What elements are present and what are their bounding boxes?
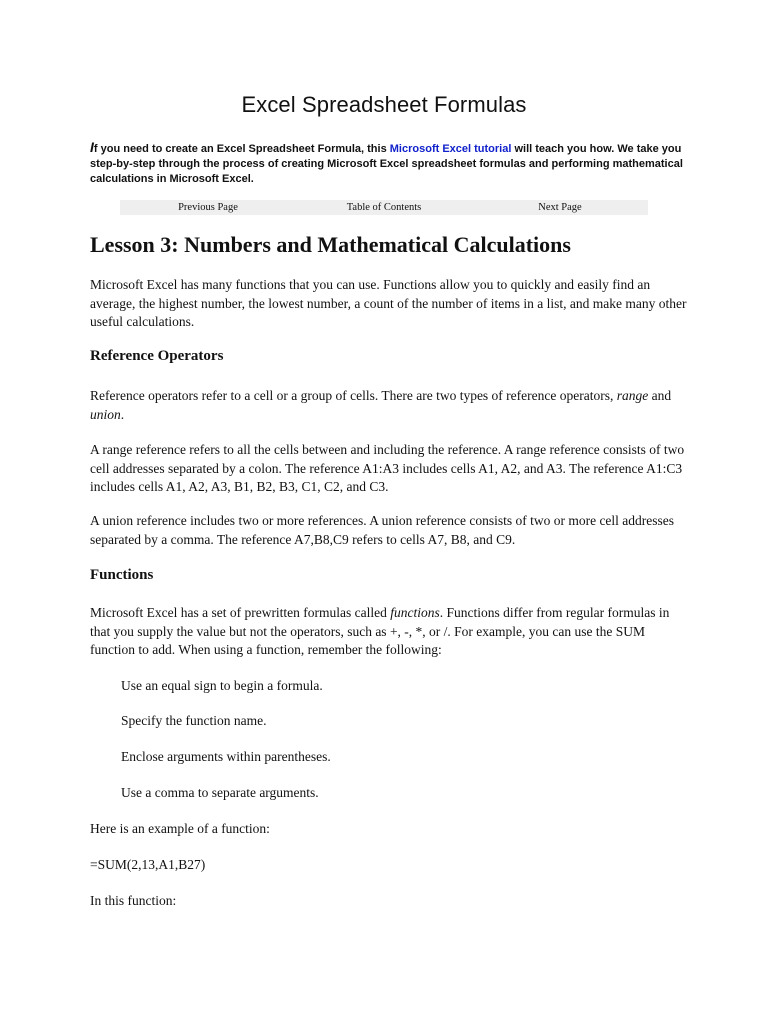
range-term: range [616, 388, 649, 403]
intro-text-after-link: will teach you how. We take you step-by-step through the process of creating Microsoft Excel spreadsheet formulas and performing mathematical calculations in Microsoft Excel. [90, 143, 683, 185]
union-term: union [90, 406, 121, 422]
table-of-contents-link[interactable]: Table of Contents [346, 202, 422, 213]
example-intro-text: Here is an example of a function: [90, 821, 270, 836]
ref-ops-text: Reference operators refer to a cell or a group of cells. There are two types of reference operators, [90, 388, 617, 403]
in-this-function-text: In this function: [90, 893, 177, 908]
range-reference-paragraph: A range reference refers to all the cells between and including the reference. A range reference consists of two cell addresses separated by a colon. The reference A1:A3 includes cells A1, A2, and A3. The reference A1:C3 includes cells A1, A2, A3, B1, B2, B3, C1, C2, and C3. [90, 442, 685, 494]
ref-ops-and: and [648, 388, 672, 403]
function-rule-item: Specify the function name. [121, 713, 267, 728]
reference-operators-heading: Reference Operators [90, 348, 224, 364]
functions-text-start: Microsoft Excel has a set of prewritten formulas called [90, 605, 391, 620]
functions-paragraph [90, 604, 690, 660]
function-rule-item: Enclose arguments within parentheses. [121, 749, 331, 764]
previous-page-link[interactable]: Previous Page [178, 202, 238, 213]
page-navigation-bar [120, 200, 648, 215]
next-page-link[interactable]: Next Page [538, 202, 582, 213]
reference-operators-paragraph [90, 387, 690, 424]
intro-paragraph [90, 140, 690, 187]
lesson-intro-paragraph: Microsoft Excel has many functions that you can use. Functions allow you to quickly and easily find an average, the highest number, the lowest number, a count of the number of items in a list, and make many other useful calculations. [90, 277, 687, 329]
functions-text-end: . Functions differ from regular formulas in that you supply the value but not the operators, such as +, -, *, or /. For example, you can use the SUM function to add. When using a function, remember the following: [90, 605, 670, 657]
excel-tutorial-link[interactable]: Microsoft Excel tutorial [389, 143, 512, 155]
document-title: Excel Spreadsheet Formulas [241, 92, 527, 117]
function-rule-item: Use a comma to separate arguments. [121, 785, 319, 800]
intro-text-before-link: f you need to create an Excel Spreadsheet Formula, this [93, 143, 390, 155]
union-reference-paragraph: A union reference includes two or more references. A union reference consists of two or more cell addresses separated by a comma. The reference A7,B8,C9 refers to cells A7, B8, and C9. [90, 513, 675, 547]
lesson-heading: Lesson 3: Numbers and Mathematical Calculations [90, 232, 571, 257]
functions-heading: Functions [90, 567, 154, 583]
functions-term: functions [390, 605, 440, 620]
ref-ops-end: . [120, 406, 125, 422]
intro-dropcap: I [90, 139, 94, 155]
function-example: =SUM(2,13,A1,B27) [90, 857, 206, 872]
function-rule-item: Use an equal sign to begin a formula. [121, 678, 323, 693]
